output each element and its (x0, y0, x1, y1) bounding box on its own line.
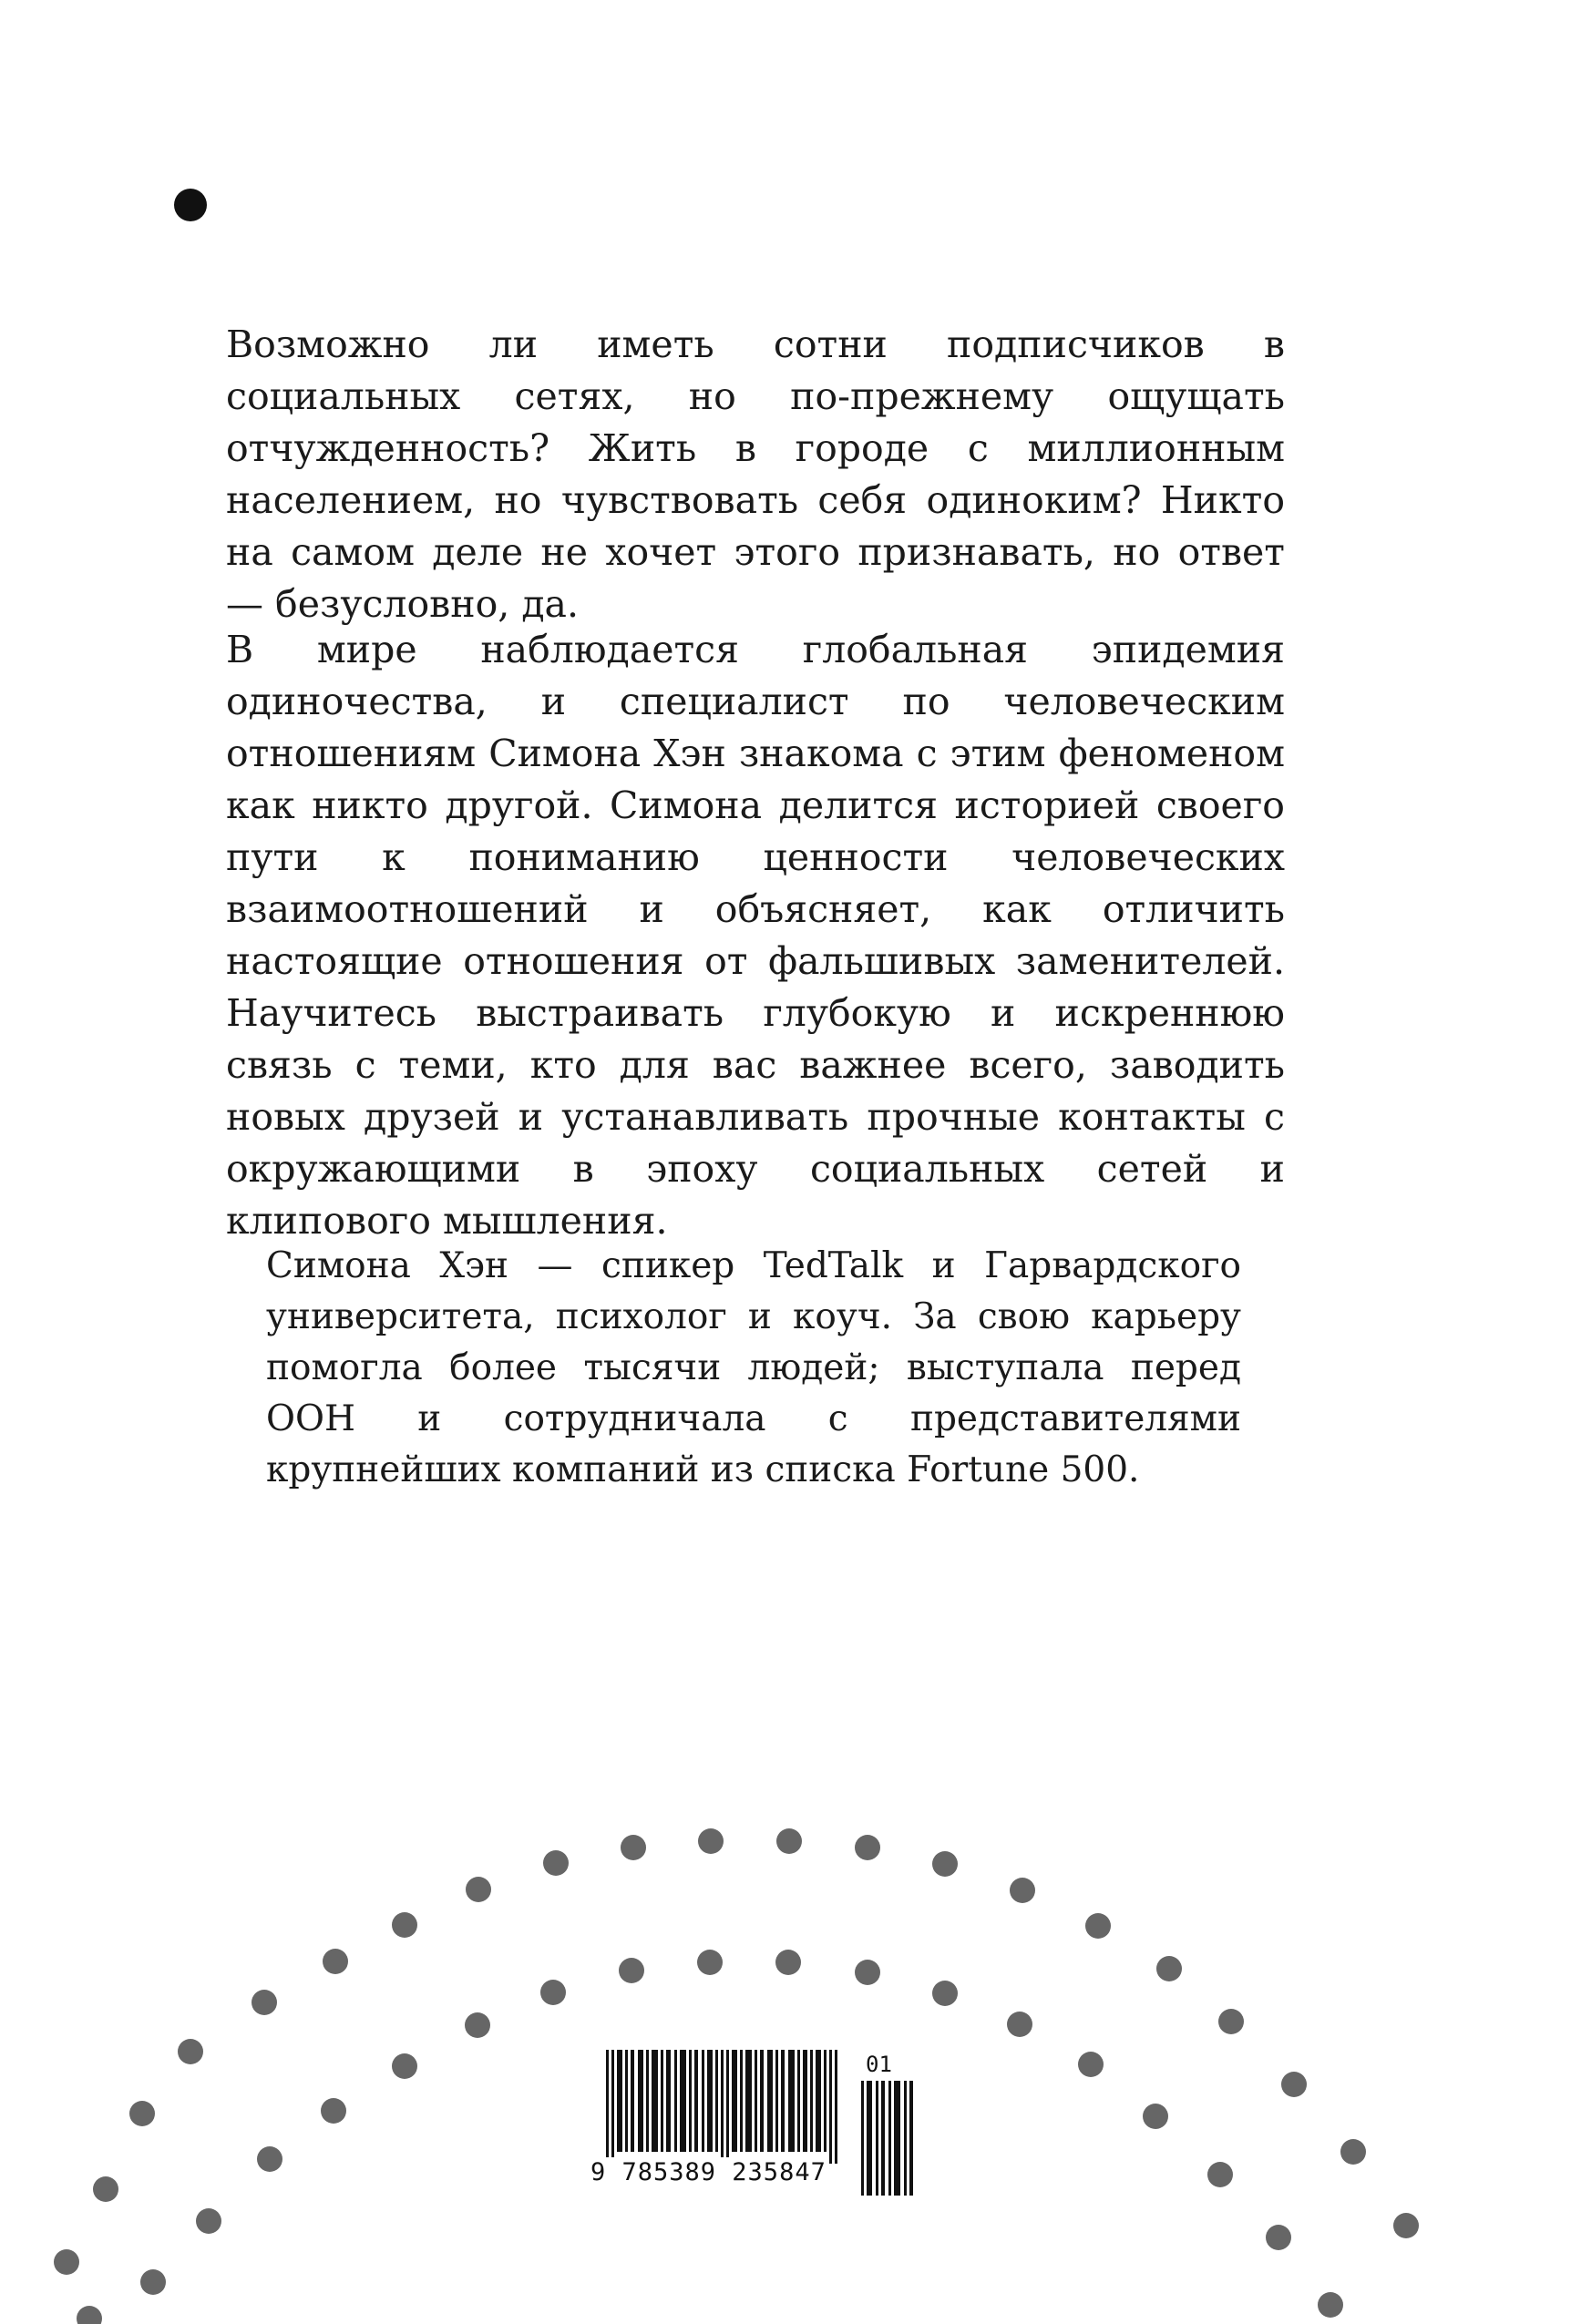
arc-dot (1340, 2139, 1366, 2165)
arc-dot (178, 2039, 203, 2064)
arc-dot (196, 2208, 221, 2234)
arc-dot (392, 2053, 417, 2079)
isbn-digits: 9 785389 235847 (590, 2158, 827, 2186)
arc-dot (1085, 1913, 1111, 1939)
arc-dot (1007, 2012, 1032, 2037)
arc-dot (129, 2101, 155, 2126)
arc-dot (1318, 2292, 1343, 2318)
dotted-arc-decoration (0, 1713, 1571, 2324)
arc-dot (140, 2269, 166, 2295)
arc-dot (1281, 2072, 1307, 2097)
arc-dot (77, 2306, 102, 2324)
arc-dot (776, 1828, 802, 1854)
arc-dot (1143, 2104, 1168, 2129)
arc-dot (323, 1949, 348, 1974)
arc-dot (1010, 1878, 1035, 1903)
arc-dot (466, 1877, 491, 1902)
blurb-paragraph-2: В мире наблюдается глобальная эпидемия одиночества, и специалист по человеческим отношениям Симона Хэн знакома с этим феноменом как никто другой. Симона делится историей своего пути к пониманию ценности человеческих взаимоотношений и объясняет, как отличить настоящие отношения от фальшивых заменителей. Научитесь выстраивать глубокую и искреннюю связь с теми, кто для вас важнее всего, заводить новых друзей и устанавливать прочные контакты с окружающими в эпоху социальных сетей и клипового мышления. (226, 628, 1285, 1243)
arc-dot (252, 1990, 277, 2015)
author-bio: Симона Хэн — спикер TedTalk и Гарвардского университета, психолог и коуч. За свою карьеру помогла более тысячи людей; выступала перед ООН и сотрудничала с представителями крупнейших компаний из списка Fortune 500. (266, 1245, 1241, 1490)
arc-dot (1218, 2009, 1244, 2034)
arc-dot (1078, 2052, 1104, 2077)
arc-dot (543, 1850, 569, 1876)
arc-dot (621, 1835, 646, 1860)
arc-dot (855, 1960, 880, 1985)
arc-dot (855, 1835, 880, 1860)
decorative-bullet-dot (174, 189, 207, 221)
arc-dot (619, 1958, 644, 1983)
arc-dot (1266, 2225, 1291, 2250)
arc-dot (1393, 2213, 1419, 2238)
arc-dot (697, 1950, 723, 1975)
arc-dot (54, 2249, 79, 2275)
arc-dot (93, 2176, 118, 2202)
arc-dot (932, 1981, 958, 2006)
arc-dot (1156, 1956, 1182, 1981)
arc-dot (465, 2012, 490, 2038)
barcode-addon-digits: 01 (866, 2052, 892, 2077)
arc-dot (392, 1912, 417, 1938)
arc-dot (321, 2098, 346, 2124)
arc-dot (1207, 2162, 1233, 2187)
arc-dot (775, 1950, 801, 1975)
blurb-paragraph-1: Возможно ли иметь сотни подписчиков в социальных сетях, но по-прежнему ощущать отчужденность? Жить в городе с миллионным населением, но чувствовать себя одиноким? Никто на самом деле не хочет этого признавать, но ответ — безусловно, да. (226, 322, 1285, 626)
arc-dot (257, 2146, 282, 2172)
arc-dot (698, 1828, 724, 1854)
arc-dot (932, 1851, 958, 1877)
arc-dot (540, 1980, 566, 2005)
